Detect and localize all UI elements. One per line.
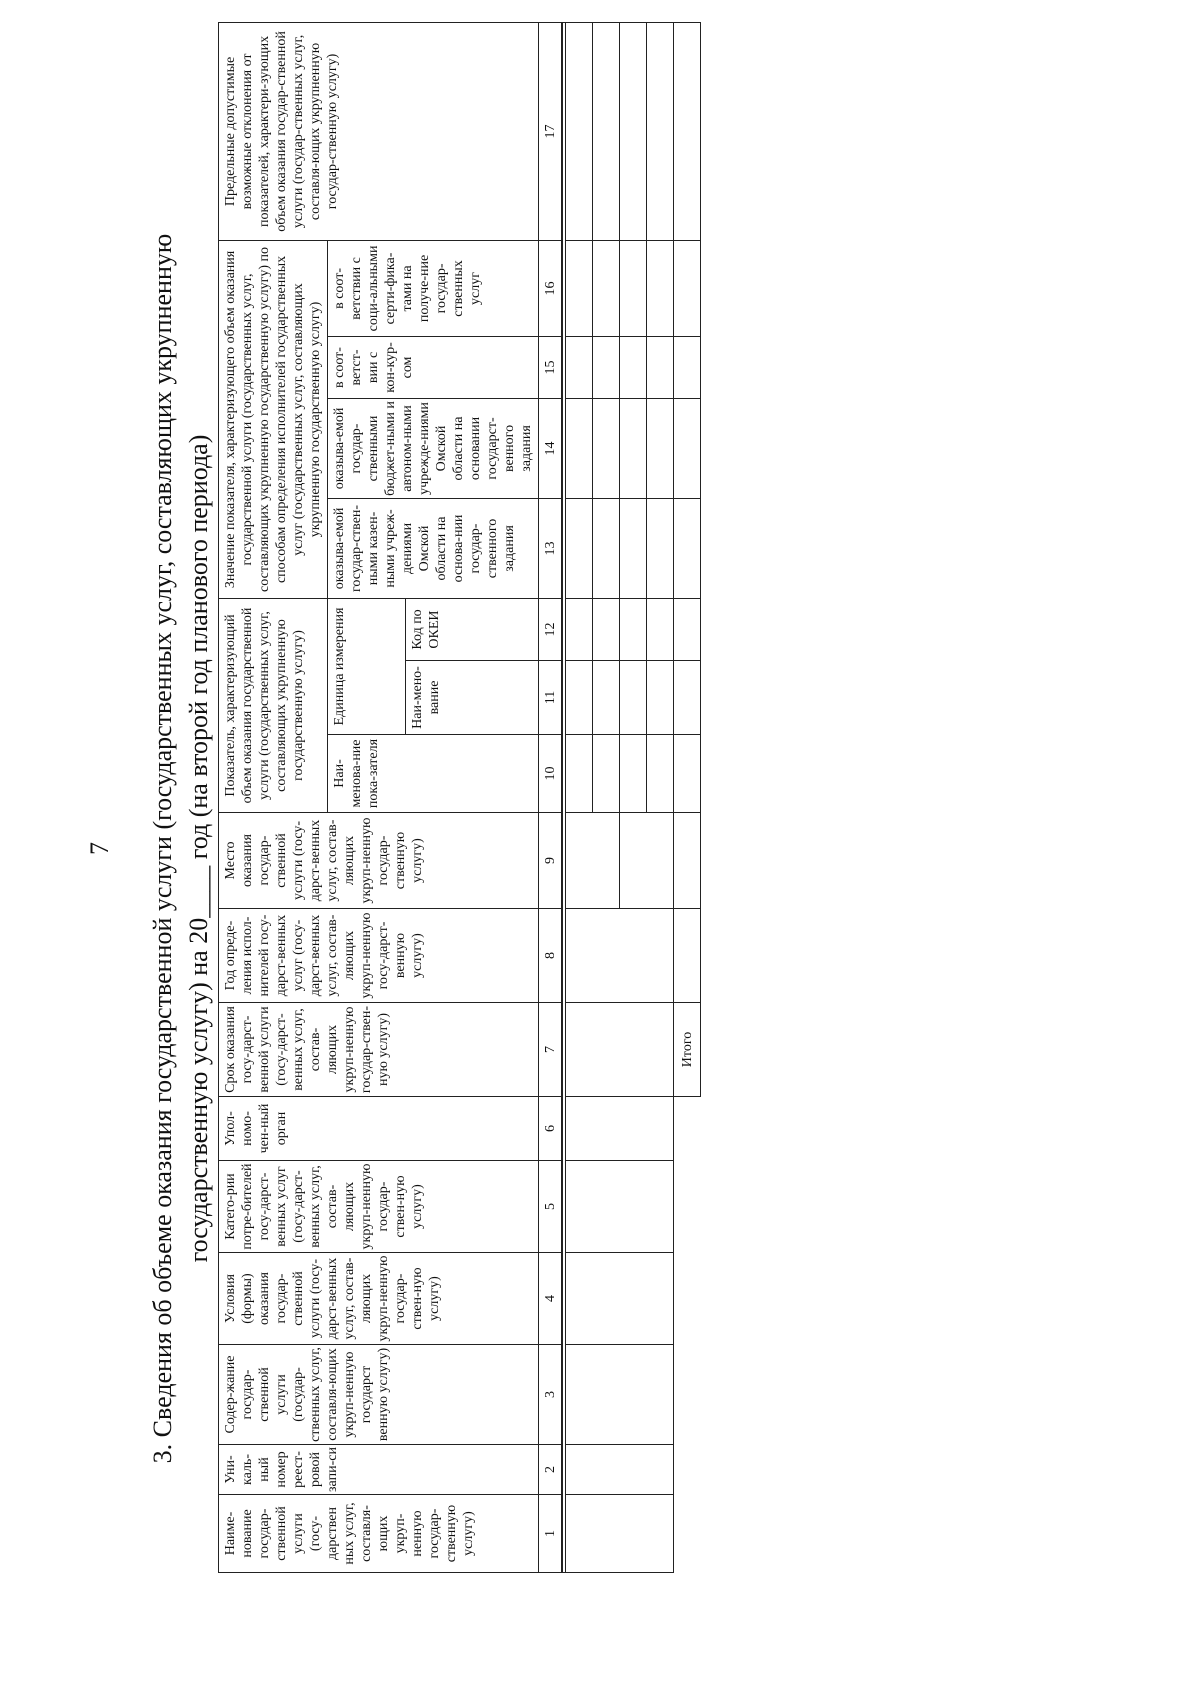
data-cell: [566, 1003, 674, 1097]
data-cell: [620, 813, 674, 909]
data-cell: [620, 498, 647, 598]
service-volume-table: [218, 22, 701, 1573]
data-cell: [593, 598, 620, 660]
data-cell: [674, 398, 701, 498]
data-cell: [647, 398, 674, 498]
data-cell: [674, 498, 701, 598]
data-cell: [620, 598, 647, 660]
column-number: 3: [539, 1345, 563, 1445]
data-cell: [566, 22, 593, 240]
column-number: 4: [539, 1253, 563, 1345]
header-deviation: Предельные допустимые возможные отклонения от показателей, характери-зующих объем оказания государ-ственной услуги (государ-ственных услуг, составля-ющих укрупненную государ-ственную услугу): [219, 22, 539, 240]
header-service-term: Срок оказания госу-дарст-венной услуги (госу-дарст-венных услуг, состав-ляющих укруп-ненную государ-ствен-ную услугу): [219, 1003, 539, 1097]
data-cell: [593, 735, 620, 813]
total-row: [674, 22, 701, 1572]
data-cell: [593, 240, 620, 336]
data-cell: [674, 661, 701, 735]
column-number: 17: [539, 22, 563, 240]
data-cell: [620, 661, 647, 735]
data-cell: [566, 1445, 674, 1495]
data-cell: [674, 598, 701, 660]
header-service-conditions: Условия (формы) оказания государ-ственной услуги (госу-дарст-венных услуг, состав-ляющих укруп-ненную государ-ствен-ную услугу): [219, 1253, 539, 1345]
data-cell: [593, 22, 620, 240]
header-unit-group: Единица измерения: [328, 598, 406, 734]
header-value-contest: в соот-ветст-вии с кон-кур-сом: [328, 336, 539, 398]
data-cell: [593, 498, 620, 598]
header-registry-number: Уни-каль-ный номер реест-ровой запи-си: [219, 1445, 539, 1495]
data-cell: [620, 735, 647, 813]
column-number: 11: [539, 661, 563, 735]
data-cell: [566, 1345, 674, 1445]
header-indicator-group: Показатель, характеризующий объем оказания государственной услуги (государственных услуг, составляющих укрупненную государственную услугу): [219, 598, 328, 812]
data-cell: [566, 909, 674, 1003]
title-line-2: государственную услугу) на 20____ год (на второй год планового периода): [184, 434, 213, 1263]
data-cell: [647, 240, 674, 336]
data-cell: [620, 336, 647, 398]
column-number: 1: [539, 1495, 563, 1573]
column-number: 7: [539, 1003, 563, 1097]
page-number: 7: [85, 842, 114, 855]
data-cell: [674, 22, 701, 240]
header-value-kazennye: оказыва-емой государ-ствен-ными казен-ными учреж-дениями Омской области на основа-нии государ-ственного задания: [328, 498, 539, 598]
header-unit-code: Код по ОКЕИ: [405, 598, 538, 660]
header-authorized-body: Упол-номо-чен-ный орган: [219, 1097, 539, 1161]
data-cell: [593, 336, 620, 398]
data-cell: [566, 598, 593, 660]
data-cell: [647, 336, 674, 398]
data-cell: [566, 1495, 674, 1573]
data-cell: [620, 398, 647, 498]
column-number: 9: [539, 813, 563, 909]
header-consumer-categories: Катего-рии потре-бителей госу-дарст-венных услуг (госу-дарст-венных услуг, состав-ляющих укруп-ненную государ-ствен-ную услугу): [219, 1161, 539, 1253]
data-cell: [566, 661, 593, 735]
data-cell: [674, 240, 701, 336]
data-cell: [647, 735, 674, 813]
data-cell: [566, 813, 620, 909]
data-cell: [566, 398, 593, 498]
header-service-content: Содер-жание государ-ственной услуги (государ-ственных услуг, составля-ющих укруп-ненную государст венную услугу): [219, 1345, 539, 1445]
data-cell: [620, 22, 647, 240]
data-cell: [566, 1161, 674, 1253]
column-number: 16: [539, 240, 563, 336]
data-cell: [674, 909, 701, 1003]
column-number: 5: [539, 1161, 563, 1253]
column-numbers-row: [539, 22, 563, 1572]
header-unit-name: Наи-мено-вание: [405, 661, 538, 735]
column-number: 2: [539, 1445, 563, 1495]
header-value-group: Значение показателя, характеризующего объем оказания государственной услуги (государственных услуг, составляющих укрупненную государственную услугу) по способам определения исполнителей государственных услуг (государственных услуг, составляющих укрупненную государственную услугу): [219, 240, 328, 598]
data-cell: [566, 735, 593, 813]
header-executor-year: Год опреде-ления испол-нителей госу-дарст-венных услуг (госу-дарст-венных услуг, состав-ляющих укруп-ненную госу-дарст-венную услугу): [219, 909, 539, 1003]
data-cell: [566, 498, 593, 598]
data-cell: [674, 336, 701, 398]
data-cell: [620, 240, 647, 336]
data-cell: [566, 336, 593, 398]
column-number: 14: [539, 398, 563, 498]
data-cell: [647, 661, 674, 735]
data-cell: [674, 813, 701, 909]
title-line-1: 3. Сведения об объеме оказания государственной услуги (государственных услуг, составляющих укрупненную: [148, 233, 177, 1464]
column-number: 8: [539, 909, 563, 1003]
header-indicator-name: Наи-менова-ние пока-зателя: [328, 735, 539, 813]
data-cell: [566, 1097, 674, 1161]
header-value-budget: оказыва-емой государ-ственными бюджет-ными и автоном-ными учрежде-ниями Омской области на основании государст-венного задания: [328, 398, 539, 498]
column-number: 12: [539, 598, 563, 660]
column-number: 6: [539, 1097, 563, 1161]
data-cell: [674, 735, 701, 813]
column-number: 13: [539, 498, 563, 598]
header-service-place: Место оказания государ-ственной услуги (госу-дарст-венных услуг, состав-ляющих укруп-ненную государ-ственную услугу): [219, 813, 539, 909]
total-label: Итого: [674, 1003, 701, 1097]
document-title: [145, 60, 217, 1637]
header-service-name: Наиме-нование государ-ственной услуги (госу-дарствен ных услуг, составля-ющих укруп-ненную государ-ственную услугу): [219, 1495, 539, 1573]
data-cell: [647, 498, 674, 598]
header-value-certificates: в соот-ветствии с соци-альными серти-фика-тами на получе-ние государ-ственных услуг: [328, 240, 539, 336]
column-number: 10: [539, 735, 563, 813]
data-cell: [647, 598, 674, 660]
data-cell: [593, 661, 620, 735]
data-cell: [647, 22, 674, 240]
data-cell: [566, 1253, 674, 1345]
data-cell: [593, 398, 620, 498]
column-number: 15: [539, 336, 563, 398]
data-cell: [566, 240, 593, 336]
